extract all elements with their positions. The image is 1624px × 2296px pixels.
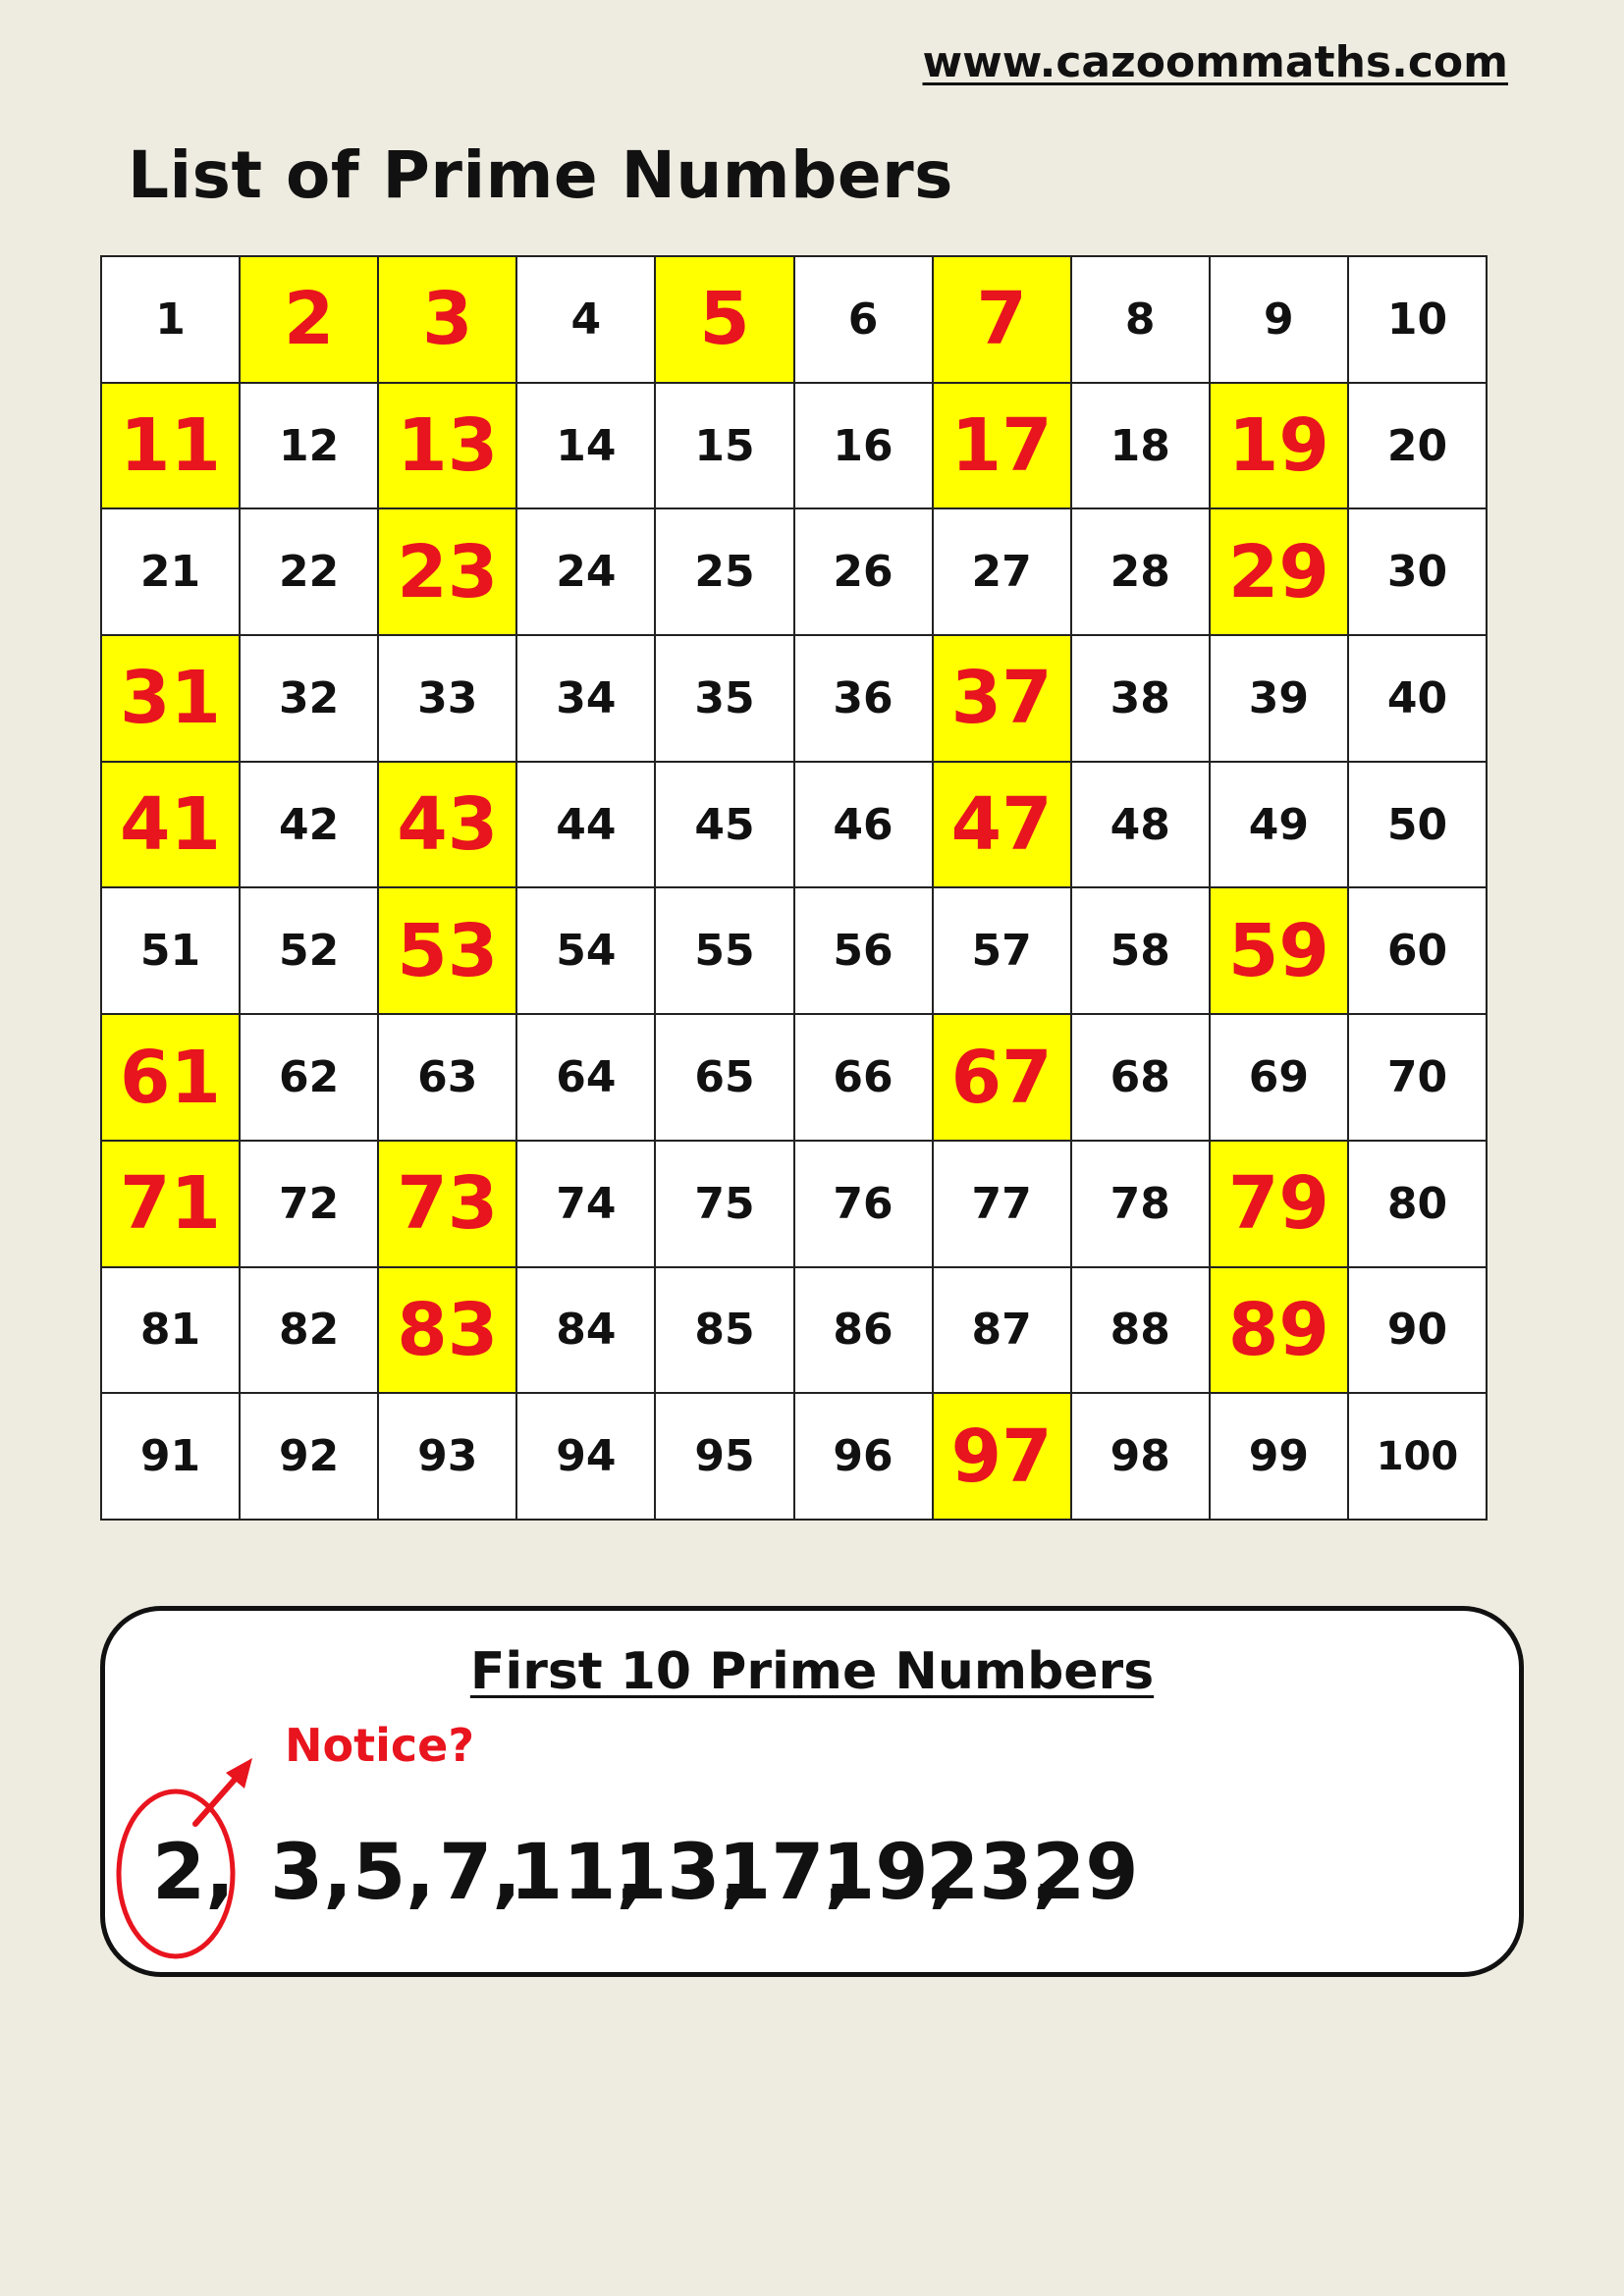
number-cell: 22 <box>241 509 379 636</box>
number-cell: 32 <box>241 636 379 763</box>
first-ten-prime-item: 5, <box>352 1829 435 1917</box>
first-ten-prime-item: 11, <box>510 1829 646 1917</box>
number-cell: 69 <box>1211 1015 1349 1142</box>
number-cell: 15 <box>656 384 794 510</box>
number-cell: 10 <box>1349 257 1488 384</box>
number-cell: 68 <box>1072 1015 1211 1142</box>
number-cell: 87 <box>934 1268 1072 1395</box>
number-cell: 38 <box>1072 636 1211 763</box>
number-cell: 93 <box>379 1394 517 1521</box>
number-cell: 9 <box>1211 257 1349 384</box>
number-cell: 49 <box>1211 763 1349 889</box>
number-cell: 81 <box>102 1268 241 1395</box>
number-cell: 1 <box>102 257 241 384</box>
number-cell: 50 <box>1349 763 1488 889</box>
website-link[interactable]: www.cazoommaths.com <box>922 37 1508 87</box>
first-ten-prime-item: 19, <box>822 1829 958 1917</box>
number-cell: 60 <box>1349 888 1488 1015</box>
prime-cell: 37 <box>934 636 1072 763</box>
number-cell: 76 <box>795 1142 934 1268</box>
prime-cell: 5 <box>656 257 794 384</box>
first-ten-prime-item: 13, <box>614 1829 750 1917</box>
number-cell: 6 <box>795 257 934 384</box>
number-cell: 74 <box>517 1142 656 1268</box>
prime-cell: 47 <box>934 763 1072 889</box>
number-cell: 51 <box>102 888 241 1015</box>
prime-cell: 11 <box>102 384 241 510</box>
number-cell: 84 <box>517 1268 656 1395</box>
prime-cell: 19 <box>1211 384 1349 510</box>
prime-cell: 89 <box>1211 1268 1349 1395</box>
number-cell: 46 <box>795 763 934 889</box>
number-cell: 45 <box>656 763 794 889</box>
prime-cell: 79 <box>1211 1142 1349 1268</box>
number-cell: 16 <box>795 384 934 510</box>
number-cell: 18 <box>1072 384 1211 510</box>
number-cell: 21 <box>102 509 241 636</box>
number-cell: 65 <box>656 1015 794 1142</box>
first-ten-prime-item: 3, <box>270 1829 352 1917</box>
number-cell: 40 <box>1349 636 1488 763</box>
number-cell: 30 <box>1349 509 1488 636</box>
prime-cell: 31 <box>102 636 241 763</box>
first-ten-prime-item: 2, <box>152 1829 235 1917</box>
number-cell: 98 <box>1072 1394 1211 1521</box>
number-cell: 36 <box>795 636 934 763</box>
first-ten-primes-list <box>105 1819 1519 1927</box>
number-cell: 27 <box>934 509 1072 636</box>
prime-cell: 83 <box>379 1268 517 1395</box>
number-cell: 100 <box>1349 1394 1488 1521</box>
notice-label: Notice? <box>285 1719 475 1772</box>
number-cell: 52 <box>241 888 379 1015</box>
number-cell: 54 <box>517 888 656 1015</box>
prime-cell: 29 <box>1211 509 1349 636</box>
prime-cell: 41 <box>102 763 241 889</box>
prime-cell: 97 <box>934 1394 1072 1521</box>
number-cell: 24 <box>517 509 656 636</box>
first-ten-primes-title: First 10 Prime Numbers <box>469 1642 1155 1701</box>
number-cell: 70 <box>1349 1015 1488 1142</box>
number-cell: 26 <box>795 509 934 636</box>
number-cell: 8 <box>1072 257 1211 384</box>
number-cell: 33 <box>379 636 517 763</box>
number-cell: 58 <box>1072 888 1211 1015</box>
number-cell: 42 <box>241 763 379 889</box>
prime-cell: 59 <box>1211 888 1349 1015</box>
number-cell: 48 <box>1072 763 1211 889</box>
number-cell: 12 <box>241 384 379 510</box>
prime-cell: 67 <box>934 1015 1072 1142</box>
number-cell: 28 <box>1072 509 1211 636</box>
prime-cell: 53 <box>379 888 517 1015</box>
number-cell: 20 <box>1349 384 1488 510</box>
number-cell: 55 <box>656 888 794 1015</box>
number-cell: 39 <box>1211 636 1349 763</box>
number-cell: 35 <box>656 636 794 763</box>
number-cell: 82 <box>241 1268 379 1395</box>
number-cell: 64 <box>517 1015 656 1142</box>
number-cell: 90 <box>1349 1268 1488 1395</box>
page-title: List of Prime Numbers <box>128 137 953 213</box>
first-ten-prime-item: 17, <box>718 1829 854 1917</box>
number-cell: 56 <box>795 888 934 1015</box>
number-cell: 62 <box>241 1015 379 1142</box>
first-ten-prime-item: 23, <box>926 1829 1062 1917</box>
number-cell: 88 <box>1072 1268 1211 1395</box>
first-ten-primes-box <box>100 1606 1524 1977</box>
number-cell: 94 <box>517 1394 656 1521</box>
prime-cell: 3 <box>379 257 517 384</box>
prime-cell: 23 <box>379 509 517 636</box>
prime-cell: 2 <box>241 257 379 384</box>
number-cell: 96 <box>795 1394 934 1521</box>
number-cell: 25 <box>656 509 794 636</box>
number-cell: 86 <box>795 1268 934 1395</box>
number-cell: 63 <box>379 1015 517 1142</box>
number-cell: 91 <box>102 1394 241 1521</box>
number-cell: 78 <box>1072 1142 1211 1268</box>
prime-cell: 73 <box>379 1142 517 1268</box>
number-cell: 14 <box>517 384 656 510</box>
number-cell: 57 <box>934 888 1072 1015</box>
number-cell: 77 <box>934 1142 1072 1268</box>
number-cell: 75 <box>656 1142 794 1268</box>
number-cell: 80 <box>1349 1142 1488 1268</box>
number-cell: 66 <box>795 1015 934 1142</box>
number-grid <box>100 255 1488 1521</box>
first-ten-prime-item: 29 <box>1032 1829 1139 1917</box>
number-cell: 95 <box>656 1394 794 1521</box>
first-ten-prime-item: 7, <box>439 1829 521 1917</box>
number-cell: 92 <box>241 1394 379 1521</box>
number-cell: 44 <box>517 763 656 889</box>
number-cell: 72 <box>241 1142 379 1268</box>
prime-cell: 7 <box>934 257 1072 384</box>
number-cell: 4 <box>517 257 656 384</box>
number-cell: 85 <box>656 1268 794 1395</box>
prime-cell: 71 <box>102 1142 241 1268</box>
prime-cell: 13 <box>379 384 517 510</box>
number-cell: 99 <box>1211 1394 1349 1521</box>
prime-cell: 17 <box>934 384 1072 510</box>
prime-cell: 61 <box>102 1015 241 1142</box>
prime-cell: 43 <box>379 763 517 889</box>
number-cell: 34 <box>517 636 656 763</box>
